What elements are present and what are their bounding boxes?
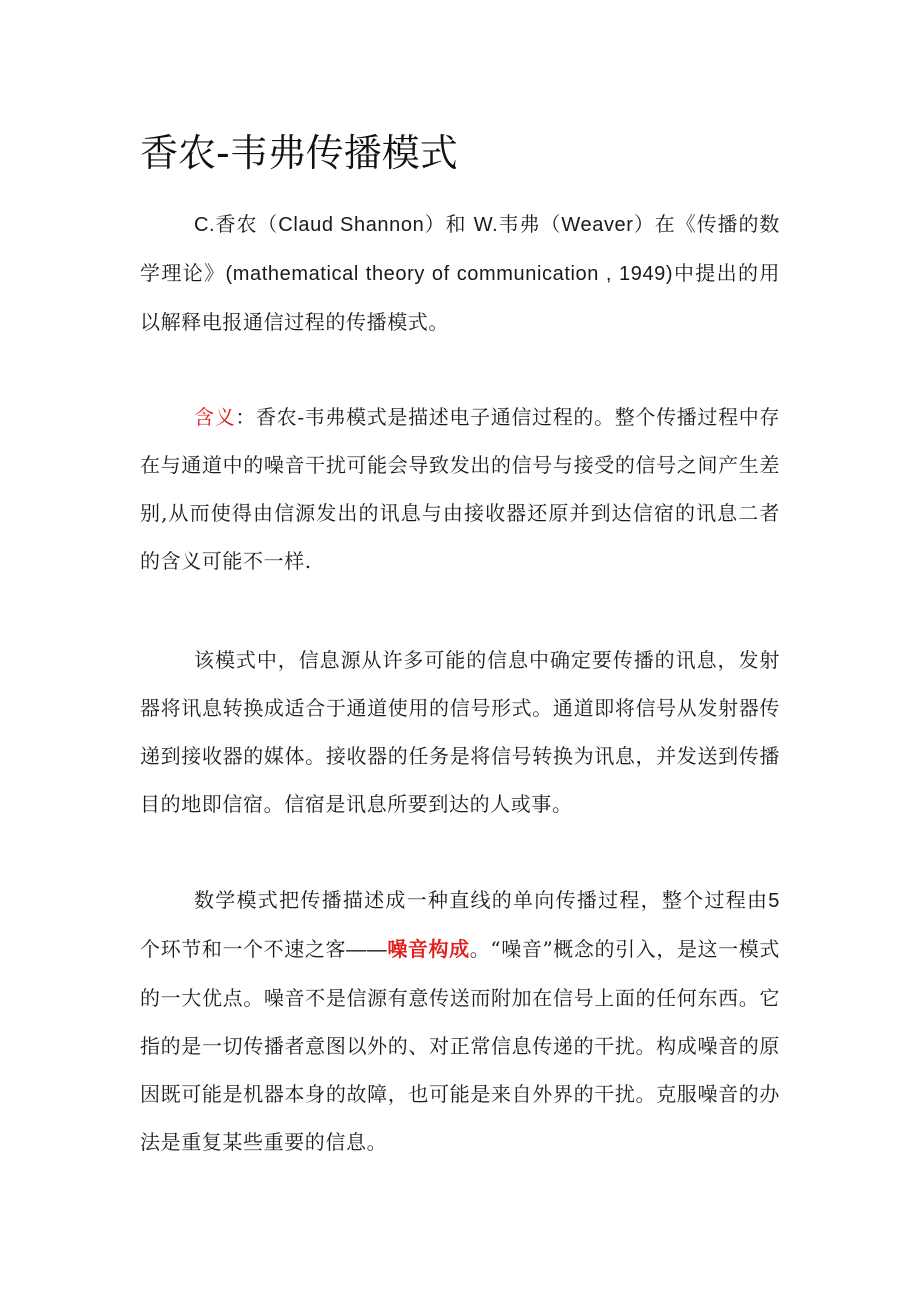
- text-shannon-zh: 香农（: [215, 212, 279, 236]
- noise-text-end: 。“噪音”概念的引入，是这一模式的一大优点。噪音不是信源有意传送而附加在信号上面的任何东西。它指的是一切传播者意图以外的、对正常信息传递的干扰。构成噪音的原因既可能是机器本身的故障，也可能是来自外界的干扰。克服噪音的办法是重复某些重要的信息。: [140, 937, 780, 1154]
- noise-highlight: 噪音构成: [387, 937, 470, 961]
- initial-c: C.: [194, 214, 216, 236]
- text-weaver-zh: 韦弗（: [498, 212, 562, 236]
- text-weaver-en: Weaver: [561, 214, 634, 236]
- text-book-title-zh: ）在《传播的数学理论》: [140, 212, 780, 285]
- model-description-text: 该模式中，信息源从许多可能的信息中确定要传播的讯息，发射器将讯息转换成适合于通道使用的信号形式。通道即将信号从发射器传递到接收器的媒体。接收器的任务是将信号转换为讯息，并发送到传播目的地即信宿。信宿是讯息所要到达的人或事。: [140, 648, 780, 816]
- text-shannon-en: Claud Shannon: [278, 214, 425, 236]
- meaning-label: 含义: [194, 405, 236, 429]
- noise-number: 5: [768, 890, 780, 912]
- page-title: 香农-韦弗传播模式: [140, 131, 458, 175]
- text-and: ）和: [424, 212, 474, 236]
- noise-dash: ——: [346, 939, 388, 961]
- paragraph-intro: [140, 200, 780, 346]
- text-book-title-en: (mathematical theory of communication , 1949): [225, 263, 674, 285]
- initial-w: W.: [473, 214, 499, 236]
- paragraph-model-description: [140, 636, 780, 828]
- text-intro-tail: 中提出的用以解释电报通信过程的传播模式。: [140, 261, 781, 334]
- noise-text-start: 数学模式把传播描述成一种直线的单向传播过程，整个过程由: [194, 888, 769, 912]
- paragraph-meaning: [140, 393, 780, 585]
- paragraph-noise: [140, 876, 780, 1166]
- noise-text-mid: 个环节和一个不速之客: [140, 937, 347, 961]
- meaning-text: ：香农-韦弗模式是描述电子通信过程的。整个传播过程中存在与通道中的噪音干扰可能会导致发出的信号与接受的信号之间产生差别,从而使得由信源发出的讯息与由接收器还原并到达信宿的讯息二者的含义可能不一样.: [140, 405, 780, 573]
